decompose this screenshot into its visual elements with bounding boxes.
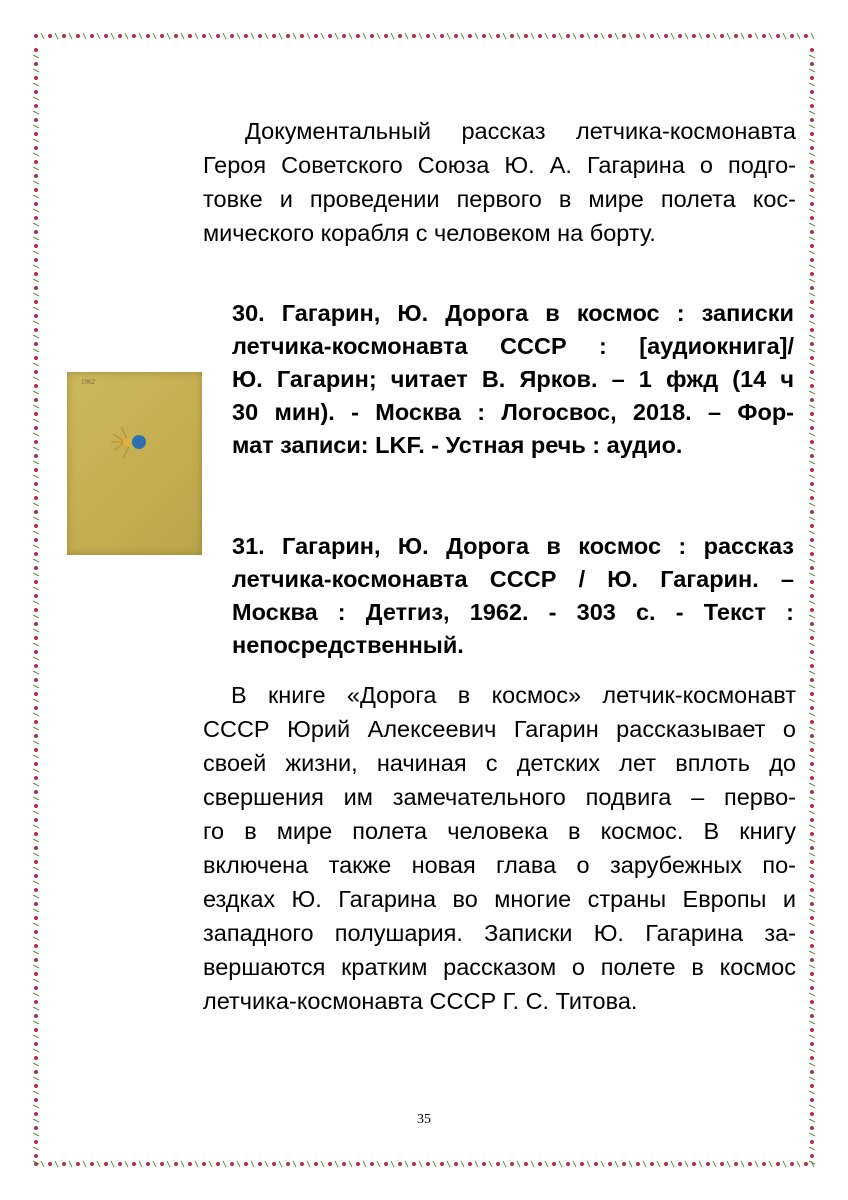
entry-line: 30. Гагарин, Ю. Дорога в космос : записки bbox=[232, 300, 794, 326]
text-line: ездках Ю. Гагарина во многие страны Европы и bbox=[203, 886, 796, 912]
entry-line: Москва : Детгиз, 1962. - 303 с. - Текст : bbox=[232, 599, 794, 625]
text-line: СССР Юрий Алексеевич Гагарин рассказывает о bbox=[203, 716, 796, 742]
entry-line: мат записи: LKF. - Устная речь : аудио. bbox=[232, 432, 683, 458]
text-line: Документальный рассказ летчика-космонавта bbox=[245, 118, 796, 144]
text-line: летчика-космонавта СССР Г. С. Титова. bbox=[203, 988, 638, 1014]
text-line: западного полушария. Записки Ю. Гагарина за- bbox=[203, 920, 796, 946]
text-line: своей жизни, начиная с детских лет вплоть до bbox=[203, 750, 796, 776]
entry-line: 30 мин). - Москва : Логосвос, 2018. – Фор- bbox=[232, 399, 794, 425]
text-line: мического корабля с человеком на борту. bbox=[203, 220, 656, 246]
text-line: Героя Советского Союза Ю. А. Гагарина о подго- bbox=[203, 152, 796, 178]
text-line: В книге «Дорога в космос» летчик-космонавт bbox=[231, 682, 796, 708]
text-line: свершения им замечательного подвига – перво- bbox=[203, 784, 796, 810]
text-line: го в мире полета человека в космос. В книгу bbox=[203, 818, 796, 844]
text-line: вершаются кратким рассказом о полете в космос bbox=[203, 954, 796, 980]
bibliography-entry-31 bbox=[232, 530, 794, 662]
bibliography-entry-30 bbox=[232, 297, 794, 462]
page-number: 35 bbox=[417, 1112, 431, 1127]
entry-line: летчика-космонавта СССР : [аудиокнига]/ bbox=[232, 333, 794, 359]
entry-line: непосредственный. bbox=[232, 632, 464, 658]
text-line: товке и проведении первого в мире полета кос- bbox=[203, 186, 796, 212]
planet-icon bbox=[132, 435, 146, 449]
text-line: включена также новая глава о зарубежных по- bbox=[203, 852, 796, 878]
entry-line: Ю. Гагарин; читает В. Ярков. – 1 фжд (14 ч bbox=[232, 366, 794, 392]
svg-text:1962: 1962 bbox=[81, 378, 95, 386]
entry-line: 31. Гагарин, Ю. Дорога в космос : рассказ bbox=[232, 533, 794, 559]
entry-31-description bbox=[203, 678, 796, 1018]
sun-rays-icon bbox=[111, 427, 131, 458]
intro-paragraph bbox=[203, 114, 796, 250]
book-cover-image bbox=[67, 372, 202, 555]
entry-line: летчика-космонавта СССР / Ю. Гагарин. – bbox=[232, 566, 794, 592]
